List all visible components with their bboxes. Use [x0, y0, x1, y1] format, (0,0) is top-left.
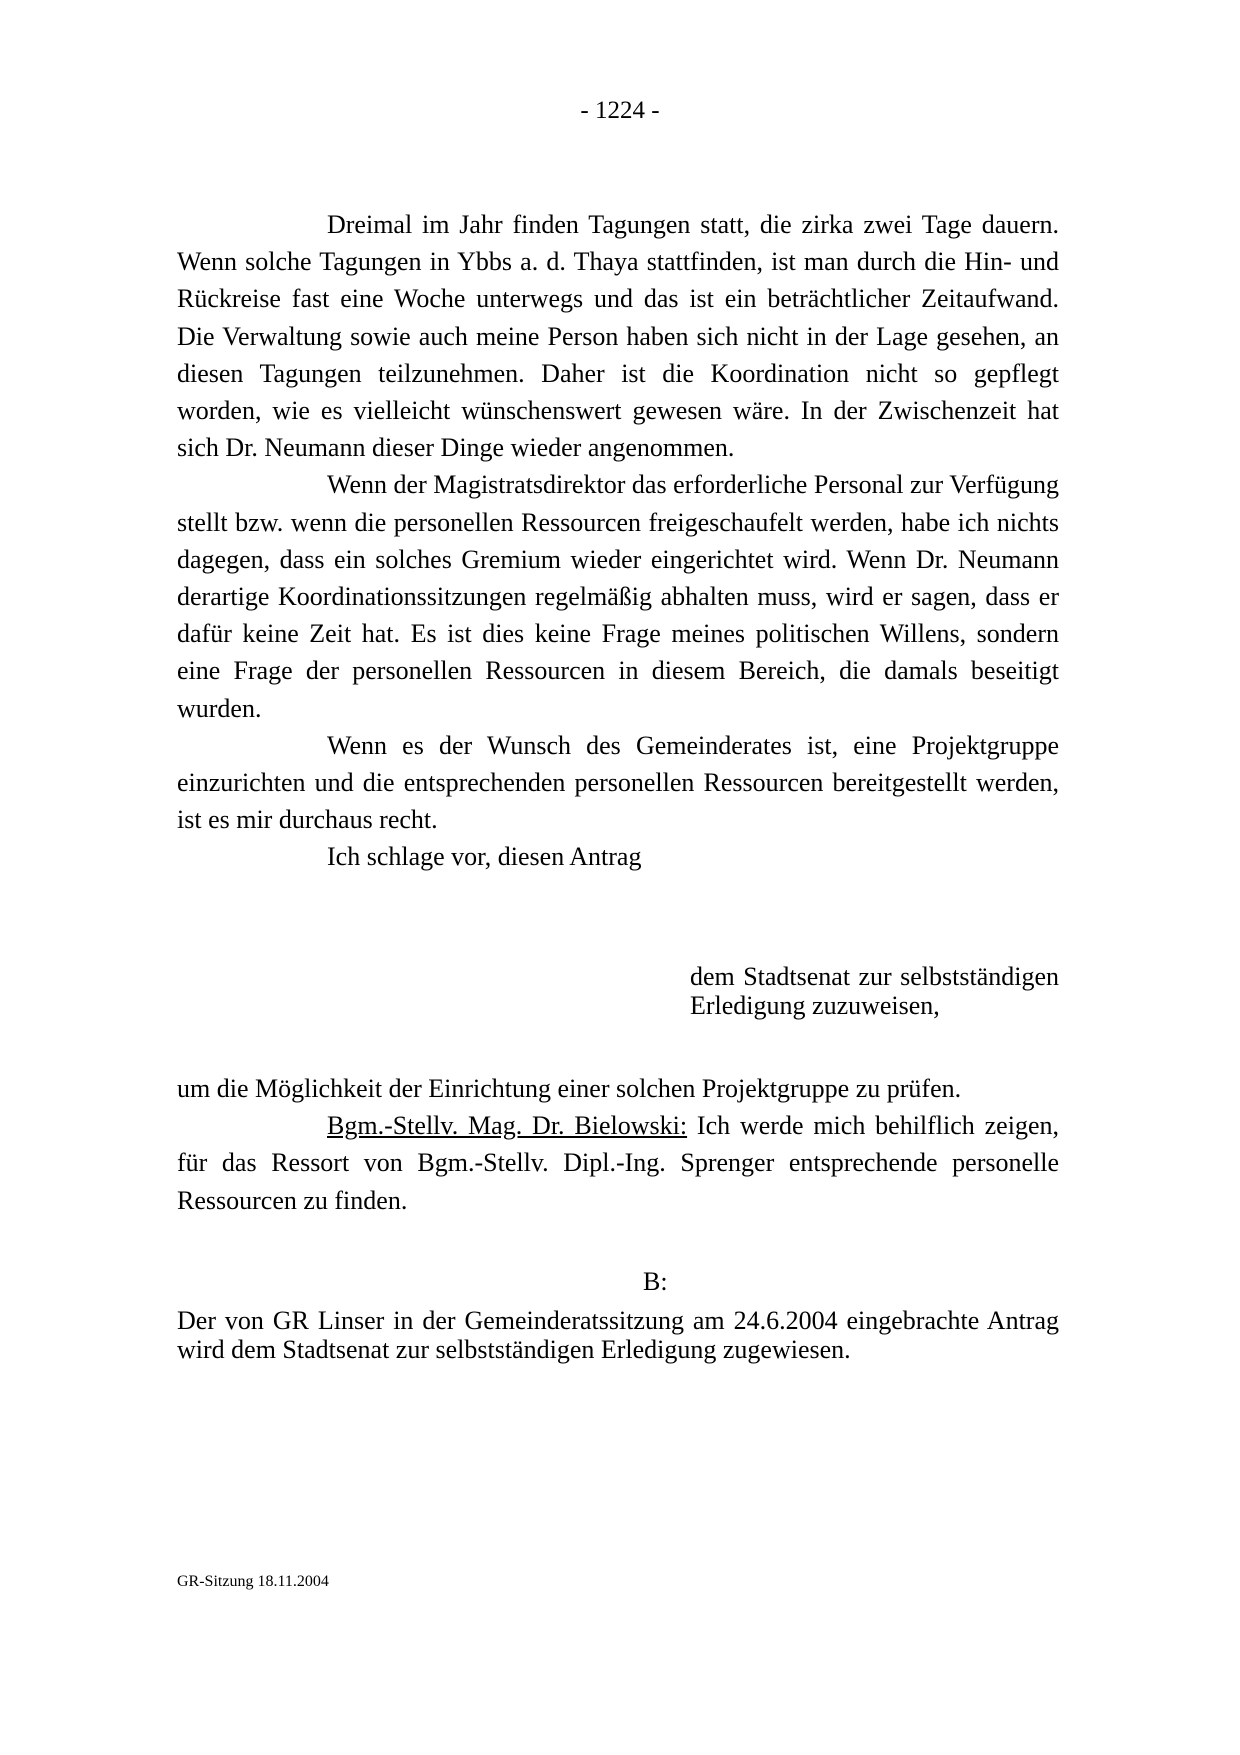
speaker-name: Bgm.-Stellv. Mag. Dr. Bielowski: — [327, 1111, 688, 1141]
body-text — [177, 206, 1059, 876]
statement-paragraph — [177, 1107, 1059, 1219]
footer-session-date: GR-Sitzung 18.11.2004 — [177, 1573, 329, 1590]
decision-text: Der von GR Linser in der Gemeinderatssitzung am 24.6.2004 eingebrachte Antrag wird dem Stadtsenat zur selbstständigen Erledigung zugewiesen. — [177, 1306, 1059, 1364]
page-number: - 1224 - — [580, 97, 660, 124]
statement-text: Ich werde mich behilflich zeigen, für das Ressort von Bgm.-Stellv. Dipl.-Ing. Sprenger entsprechende personelle Ressourcen zu finden. — [177, 1111, 1059, 1215]
paragraph-1: Dreimal im Jahr finden Tagungen statt, die zirka zwei Tage dauern. Wenn solche Tagungen in Ybbs a. d. Thaya stattfinden, ist man durch die Hin- und Rückreise fast eine Woche unterwegs und das ist ein beträchtlicher Zeitaufwand. Die Verwaltung sowie auch meine Person haben sich nicht in der Lage gesehen, an diesen Tagungen teilzunehmen. Daher ist die Koordination nicht so gepflegt worden, wie es vielleicht wünschenswert gewesen wäre. In der Zwischenzeit hat sich Dr. Neumann dieser Dinge wieder angenommen. — [177, 210, 1059, 463]
paragraph-2: Wenn der Magistratsdirektor das erforderliche Personal zur Verfügung stellt bzw. wenn die personellen Ressourcen freigeschaufelt werden, habe ich nichts dagegen, dass ein solches Gremium wieder eingerichtet wird. Wenn Dr. Neumann derartige Koordinationssitzungen regelmäßig abhalten muss, wird er sagen, dass er dafür keine Zeit hat. Es ist dies keine Frage meines politischen Willens, sondern eine Frage der personellen Ressourcen in diesem Bereich, die damals beseitigt wurden. — [177, 470, 1059, 723]
section-label: B: — [643, 1267, 668, 1296]
paragraph-3: Wenn es der Wunsch des Gemeinderates ist, eine Projektgruppe einzurichten und die entsprechenden personellen Ressourcen bereitgestellt werden, ist es mir durchaus recht. — [177, 730, 1059, 835]
paragraph-4: Ich schlage vor, diesen Antrag — [327, 842, 642, 872]
referral-text: dem Stadtsenat zur selbstständigen Erledigung zuzuweisen, — [690, 962, 1059, 1020]
purpose-text: um die Möglichkeit der Einrichtung einer solchen Projektgruppe zu prüfen. — [177, 1074, 962, 1103]
continuation — [177, 1070, 1059, 1219]
